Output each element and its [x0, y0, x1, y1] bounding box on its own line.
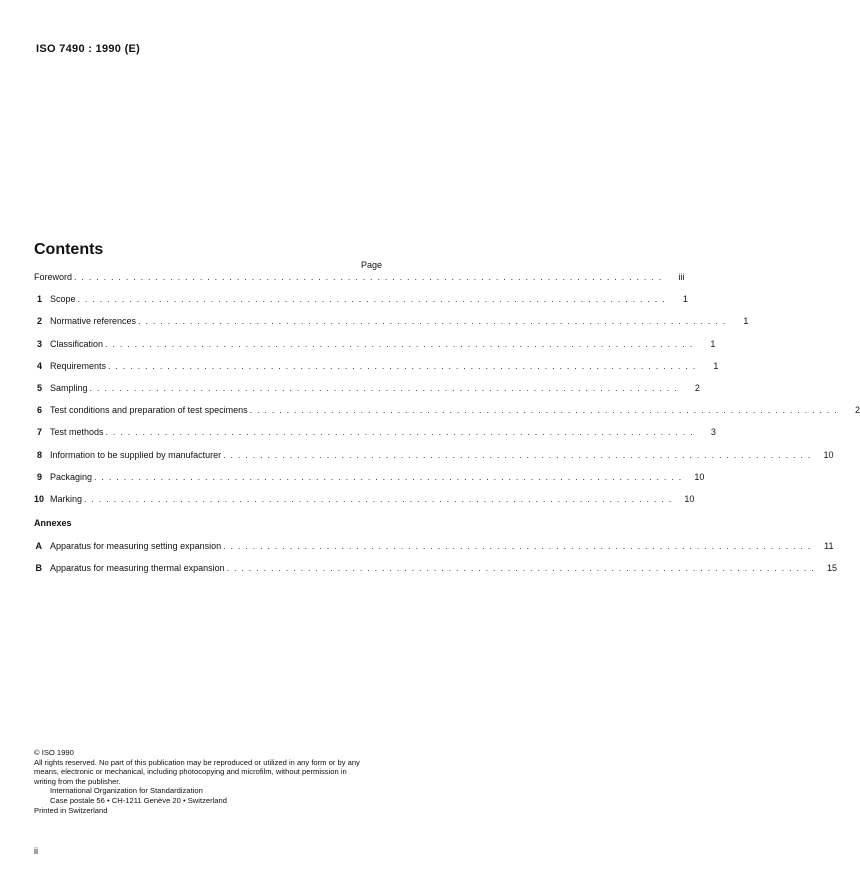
toc-entry-number: 10 — [34, 494, 45, 504]
toc-entry-number: 8 — [36, 449, 42, 460]
toc-entry-title: Information to be supplied by manufacturer — [50, 449, 222, 460]
toc-entry-page: 11 — [824, 541, 834, 551]
dot-leader: . . . . . . . . . . . . . . . . . . . . . . . . . . . . . . . . . . . . . . . . . . . . . . . . . . . . . . . . . . . . . . . . . . . . . . . . . . . . . . . . — [84, 494, 673, 504]
toc-entry-number: 1 — [36, 294, 42, 305]
toc-entry-page: 1 — [710, 338, 716, 349]
dot-leader: . . . . . . . . . . . . . . . . . . . . . . . . . . . . . . . . . . . . . . . . . . . . . . . . . . . . . . . . . . . . . . . . . . . . . . . . . . . . . . . . — [249, 405, 839, 416]
dot-leader: . . . . . . . . . . . . . . . . . . . . . . . . . . . . . . . . . . . . . . . . . . . . . . . . . . . . . . . . . . . . . . . . . . . . . . . . . . . . . . . . — [108, 360, 697, 371]
toc-entry — [34, 338, 716, 353]
toc-entry — [34, 427, 716, 441]
toc-entry-page: 2 — [694, 383, 700, 393]
toc-entry-number: B — [35, 563, 42, 573]
toc-entry-title: Foreword — [34, 272, 73, 282]
annexes-heading: Annexes — [34, 518, 72, 528]
toc-entry-title: Scope — [50, 294, 76, 305]
toc-entry-title: Requirements — [50, 360, 107, 371]
rights-line-1: All rights reserved. No part of this publication may be reproduced or utilized in any form or by any — [34, 757, 360, 767]
toc-entry — [34, 294, 688, 308]
dot-leader: . . . . . . . . . . . . . . . . . . . . . . . . . . . . . . . . . . . . . . . . . . . . . . . . . . . . . . . . . . . . . . . . . . . . . . . . . . . . . . . . — [223, 449, 812, 460]
toc-entry — [34, 563, 837, 577]
dot-leader: . . . . . . . . . . . . . . . . . . . . . . . . . . . . . . . . . . . . . . . . . . . . . . . . . . . . . . . . . . . . . . . . . . . . . . . . . . . . . . . . — [105, 338, 694, 349]
toc-entry — [34, 541, 834, 555]
toc-entry-title: Apparatus for measuring thermal expansion — [50, 563, 225, 573]
toc-entry — [34, 449, 834, 464]
contents-heading: Contents — [34, 241, 104, 258]
toc-entry-title: Marking — [50, 494, 83, 504]
page-number: ii — [34, 846, 38, 856]
toc-entry-title: Packaging — [50, 471, 93, 482]
toc-entry-number: 4 — [36, 360, 42, 371]
toc-entry — [34, 405, 860, 419]
toc-entry-page: iii — [678, 272, 685, 282]
toc-entry-number: 6 — [36, 405, 42, 416]
toc-entry — [34, 316, 749, 330]
toc-entry-title: Sampling — [50, 383, 88, 393]
dot-leader: . . . . . . . . . . . . . . . . . . . . . . . . . . . . . . . . . . . . . . . . . . . . . . . . . . . . . . . . . . . . . . . . . . . . . . . . . . . . . . . . — [105, 427, 694, 438]
dot-leader: . . . . . . . . . . . . . . . . . . . . . . . . . . . . . . . . . . . . . . . . . . . . . . . . . . . . . . . . . . . . . . . . . . . . . . . . . . . . . . . . — [89, 383, 678, 393]
toc-entry-number: 9 — [36, 471, 42, 482]
dot-leader: . . . . . . . . . . . . . . . . . . . . . . . . . . . . . . . . . . . . . . . . . . . . . . . . . . . . . . . . . . . . . . . . . . . . . . . . . . . . . . . . — [226, 563, 815, 573]
toc-entry-title: Test methods — [50, 427, 104, 438]
toc-entry-page: 10 — [684, 494, 695, 504]
toc-entry-title: Classification — [50, 338, 104, 349]
toc-entry — [34, 494, 695, 508]
toc-entry-page: 15 — [826, 563, 837, 573]
toc-entry-page: 10 — [823, 449, 834, 460]
toc-entry — [34, 272, 685, 286]
toc-entry — [34, 360, 719, 375]
document-id-header: ISO 7490 : 1990 (E) — [36, 43, 141, 55]
rights-line-3: writing from the publisher. — [34, 776, 121, 786]
rights-line-2: means, electronic or mechanical, including photocopying and microfilm, without permission in — [34, 767, 347, 777]
organization-name: International Organization for Standardization — [50, 786, 203, 796]
toc-entry-page: 1 — [713, 360, 719, 371]
copyright-line: © ISO 1990 — [34, 748, 74, 757]
toc-entry-title: Test conditions and preparation of test specimens — [50, 405, 248, 416]
dot-leader: . . . . . . . . . . . . . . . . . . . . . . . . . . . . . . . . . . . . . . . . . . . . . . . . . . . . . . . . . . . . . . . . . . . . . . . . . . . . . . . . — [138, 316, 727, 327]
toc-entry-number: 5 — [36, 383, 42, 393]
toc-entry — [34, 471, 705, 486]
toc-entry-number: A — [35, 541, 42, 551]
dot-leader: . . . . . . . . . . . . . . . . . . . . . . . . . . . . . . . . . . . . . . . . . . . . . . . . . . . . . . . . . . . . . . . . . . . . . . . . . . . . . . . . — [94, 471, 683, 482]
toc-entry-page: 10 — [694, 471, 705, 482]
toc-entry-number: 2 — [36, 316, 42, 327]
copyright-notice — [34, 748, 384, 815]
toc-entry — [34, 383, 700, 397]
dot-leader: . . . . . . . . . . . . . . . . . . . . . . . . . . . . . . . . . . . . . . . . . . . . . . . . . . . . . . . . . . . . . . . . . . . . . . . . . . . . . . . . — [223, 541, 812, 551]
toc-entry-page: 3 — [710, 427, 716, 438]
toc-entry-page: 2 — [855, 405, 860, 416]
toc-entry-page: 1 — [682, 294, 688, 305]
dot-leader: . . . . . . . . . . . . . . . . . . . . . . . . . . . . . . . . . . . . . . . . . . . . . . . . . . . . . . . . . . . . . . . . . . . . . . . . . . . . . . . . — [77, 294, 666, 305]
dot-leader: . . . . . . . . . . . . . . . . . . . . . . . . . . . . . . . . . . . . . . . . . . . . . . . . . . . . . . . . . . . . . . . . . . . . . . . . . . . . . . . . — [74, 272, 663, 282]
toc-entry-number: 7 — [36, 427, 42, 438]
organization-address: Case postale 56 • CH-1211 Genève 20 • Switzerland — [50, 795, 227, 805]
toc-entry-title: Normative references — [50, 316, 137, 327]
toc-entry-page: 1 — [743, 316, 749, 327]
toc-entry-title: Apparatus for measuring setting expansion — [50, 541, 222, 551]
page-column-label: Page — [360, 260, 382, 270]
toc-entry-number: 3 — [36, 338, 42, 349]
printed-in: Printed in Switzerland — [34, 805, 108, 815]
